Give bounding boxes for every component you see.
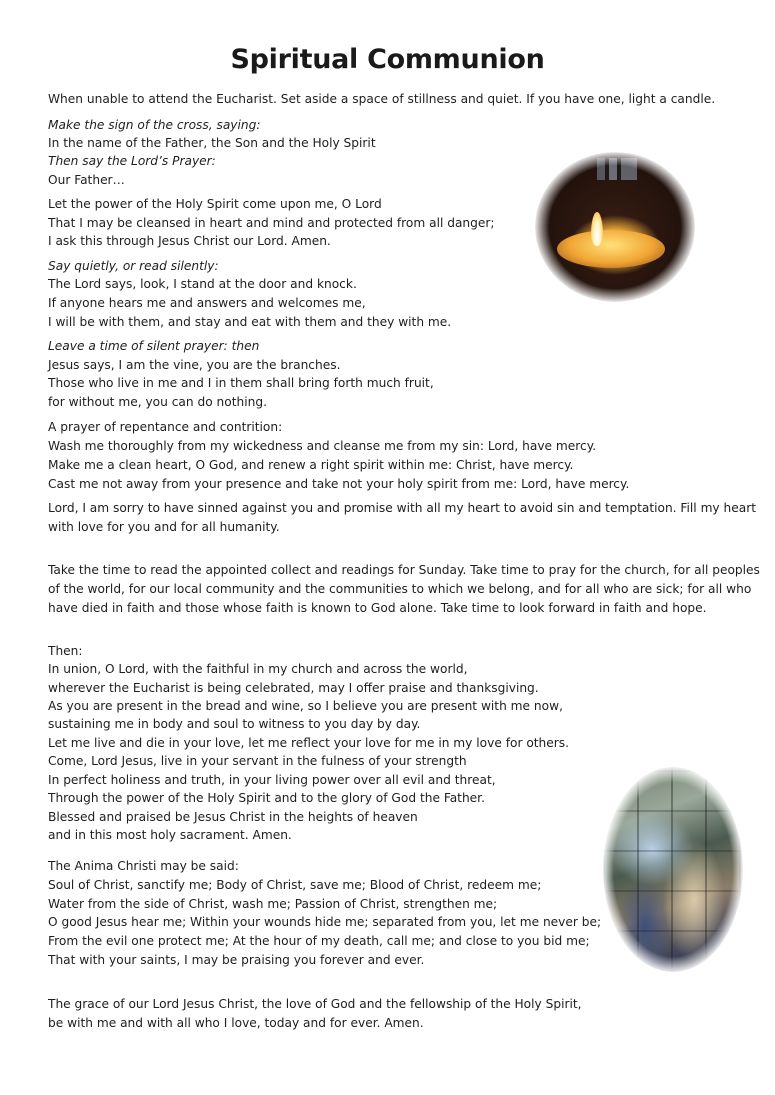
text-line: The grace of our Lord Jesus Christ, the love of God and the fellowship of the Holy Spirit, <box>48 997 582 1011</box>
text-line: Then: <box>48 644 83 658</box>
text-line: Blessed and praised be Jesus Christ in the heights of heaven <box>48 810 418 824</box>
text-line: Let me live and die in your love, let me reflect your love for me in my love for others. <box>48 736 570 750</box>
text-line: When unable to attend the Eucharist. Set aside a space of stillness and quiet. If you have one, light a candle. <box>48 92 716 106</box>
text-line: Come, Lord Jesus, live in your servant in the fulness of your strength <box>48 754 467 768</box>
stained-glass-photo <box>603 767 743 972</box>
text-line: If anyone hears me and answers and welcomes me, <box>48 296 366 310</box>
text-line: of the world, for our local community and the communities to which we belong, and for all who are sick; for all who <box>48 582 752 596</box>
text-line: A prayer of repentance and contrition: <box>48 420 283 434</box>
text-line: I will be with them, and stay and eat with them and they with me. <box>48 315 452 329</box>
text-line: Through the power of the Holy Spirit and to the glory of God the Father. <box>48 791 485 805</box>
candle-holder <box>557 230 665 268</box>
text-line: In union, O Lord, with the faithful in my church and across the world, <box>48 662 468 676</box>
page-title: Spiritual Communion <box>230 44 545 75</box>
text-line: I ask this through Jesus Christ our Lord. Amen. <box>48 234 331 248</box>
text-line: with love for you and for all humanity. <box>48 520 280 534</box>
text-line: In perfect holiness and truth, in your living power over all evil and threat, <box>48 773 496 787</box>
text-line: Our Father… <box>48 173 125 187</box>
text-line: Cast me not away from your presence and take not your holy spirit from me: Lord, have mercy. <box>48 477 630 491</box>
text-line: As you are present in the bread and wine, so I believe you are present with me now, <box>48 699 563 713</box>
text-line: Make the sign of the cross, saying: <box>48 118 261 132</box>
text-line: O good Jesus hear me; Within your wounds hide me; separated from you, let me never be; <box>48 915 602 929</box>
text-line: Jesus says, I am the vine, you are the branches. <box>48 358 341 372</box>
text-line: wherever the Eucharist is being celebrated, may I offer praise and thanksgiving. <box>48 681 539 695</box>
text-line: That with your saints, I may be praising you forever and ever. <box>48 953 425 967</box>
text-line: Let the power of the Holy Spirit come upon me, O Lord <box>48 197 382 211</box>
text-line: In the name of the Father, the Son and the Holy Spirit <box>48 136 376 150</box>
text-line: Then say the Lord’s Prayer: <box>48 154 216 168</box>
text-line: Water from the side of Christ, wash me; Passion of Christ, strengthen me; <box>48 897 498 911</box>
text-line: That I may be cleansed in heart and mind and protected from all danger; <box>48 216 495 230</box>
text-line: Take the time to read the appointed collect and readings for Sunday. Take time to pray for the church, for all peoples <box>48 563 760 577</box>
text-line: Soul of Christ, sanctify me; Body of Christ, save me; Blood of Christ, redeem me; <box>48 878 542 892</box>
text-line: and in this most holy sacrament. Amen. <box>48 828 292 842</box>
text-line: Say quietly, or read silently: <box>48 259 219 273</box>
text-line: for without me, you can do nothing. <box>48 395 267 409</box>
text-line: be with me and with all who I love, today and for ever. Amen. <box>48 1016 424 1030</box>
candle-flame <box>591 212 603 246</box>
text-line: From the evil one protect me; At the hour of my death, call me; and close to you bid me; <box>48 934 590 948</box>
stained-glass-leading <box>603 767 743 972</box>
text-line: sustaining me in body and soul to witness to you day by day. <box>48 717 421 731</box>
text-line: Leave a time of silent prayer: then <box>48 339 260 353</box>
text-line: The Lord says, look, I stand at the door and knock. <box>48 277 357 291</box>
church-window-detail <box>597 158 637 180</box>
text-line: Make me a clean heart, O God, and renew a right spirit within me: Christ, have mercy. <box>48 458 574 472</box>
text-line: Wash me thoroughly from my wickedness and cleanse me from my sin: Lord, have mercy. <box>48 439 597 453</box>
candle-photo <box>535 152 695 302</box>
text-line: The Anima Christi may be said: <box>48 859 239 873</box>
text-line: Those who live in me and I in them shall bring forth much fruit, <box>48 376 434 390</box>
text-line: Lord, I am sorry to have sinned against you and promise with all my heart to avoid sin and temptation. Fill my heart <box>48 501 757 515</box>
text-line: have died in faith and those whose faith is known to God alone. Take time to look forward in faith and hope. <box>48 601 707 615</box>
